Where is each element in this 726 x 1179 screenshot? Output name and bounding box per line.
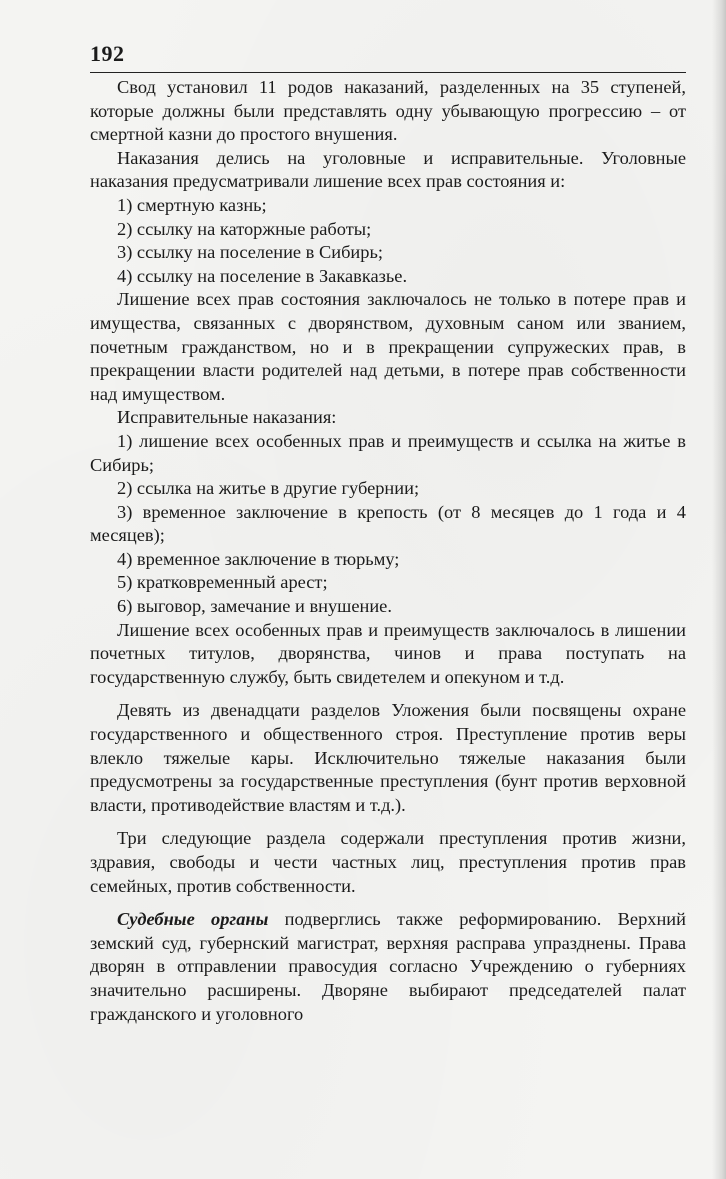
list-item-corrective-6: 6) выговор, замечание и внушение. — [117, 596, 392, 617]
paragraph-special-rights: Лишение всех особенных прав и преимуществ заключалось в лишении почетных титулов, дворянства, чинов и права поступать на государственную службу, быть свидетелем и опекуном и т.д. — [90, 619, 686, 687]
paragraph-state-crimes: Девять из двенадцати разделов Уложения были посвящены охране государственного и общественного строя. Преступление против веры влекло тяжелые кары. Исключительно тяжелые наказания были предусмотрены за государственные преступления (бунт против верховной власти, противодействие властям и т.д.). — [90, 700, 686, 815]
paragraph-code-summary: Свод установил 11 родов наказаний, разделенных на 35 ступеней, которые должны были представлять одну убывающую прогрессию – от смертной казни до простого внушения. — [90, 77, 686, 145]
list-item-criminal-3: 3) ссылку на поселение в Сибирь; — [117, 242, 383, 263]
paragraph-judicial-bodies — [90, 908, 686, 1026]
paragraph-punishment-types: Наказания делись на уголовные и исправительные. Уголовные наказания предусматривали лишение всех прав состояния и: — [90, 147, 686, 192]
list-item-criminal-4: 4) ссылку на поселение в Закавказье. — [117, 265, 408, 286]
list-item-criminal-1: 1) смертную казнь; — [117, 194, 267, 215]
list-item-corrective-3: 3) временное заключение в крепость (от 8 месяцев до 1 года и 4 месяцев); — [90, 501, 686, 546]
page-number: 192 — [90, 41, 125, 66]
spine-shadow — [712, 0, 726, 1179]
page-body — [90, 76, 686, 1026]
paragraph-private-crimes: Три следующие раздела содержали преступления против жизни, здравия, свободы и чести частных лиц, преступления против прав семейных, против собственности. — [90, 828, 686, 896]
judicial-bodies-term: Судебные органы — [117, 909, 269, 930]
judicial-bodies-text: подверглись также реформированию. Верхний земский суд, губернский магистрат, верхняя расправа упразднены. Права дворян в отправлении правосудия согласно Учреждению о губерниях значительно расширены. Дворяне выбирают председателей палат гражданского и уголовного — [90, 909, 686, 1024]
list-item-corrective-4: 4) временное заключение в тюрьму; — [117, 548, 400, 569]
list-item-corrective-1: 1) лишение всех особенных прав и преимуществ и ссылка на житье в Сибирь; — [90, 430, 686, 475]
list-item-corrective-2: 2) ссылка на житье в другие губернии; — [117, 478, 420, 499]
header-rule — [90, 72, 686, 73]
paragraph-loss-of-rights: Лишение всех прав состояния заключалось не только в потере прав и имущества, связанных с дворянством, духовным саном или званием, почетным гражданством, но и в прекращении супружеских прав, в прекращении власти родителей над детьми, в потере прав собственности над имуществом. — [90, 289, 686, 404]
list-item-criminal-2: 2) ссылку на каторжные работы; — [117, 218, 372, 239]
list-item-corrective-5: 5) кратковременный арест; — [117, 572, 328, 593]
paragraph-corrective-heading: Исправительные наказания: — [117, 407, 337, 428]
